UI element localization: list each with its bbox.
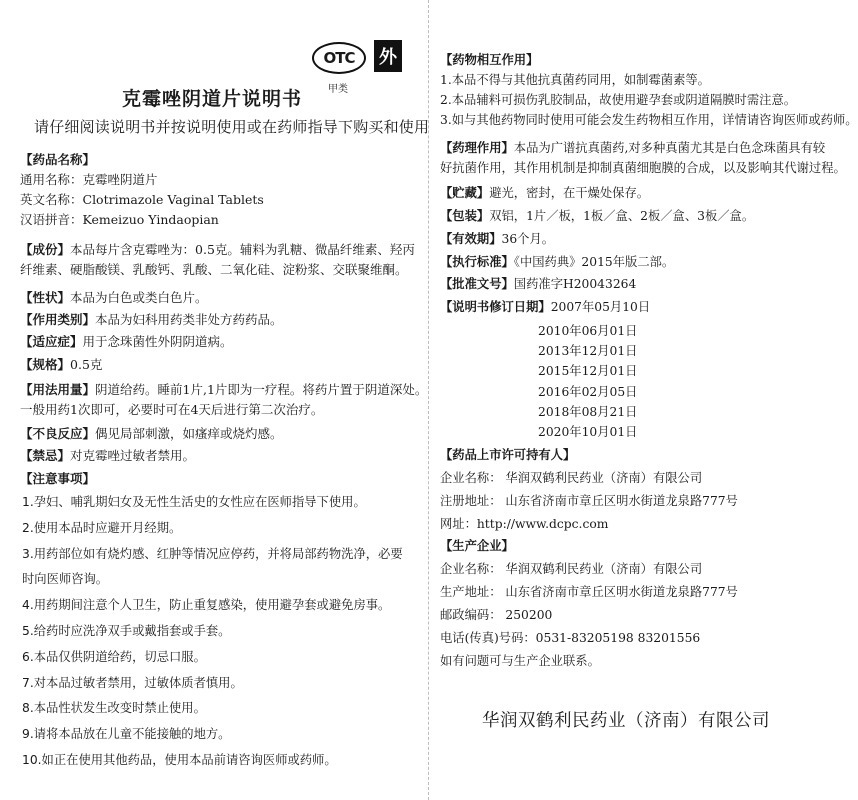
section-header: 【药理作用】: [440, 140, 514, 155]
revision-date: 2016年02月05日: [538, 384, 638, 399]
section-header: 【规格】: [20, 357, 71, 372]
list-item: 3.用药部位如有烧灼感、红肿等情况应停药，并将局部药物洗净，必要: [22, 546, 403, 561]
section-header: 【用法用量】: [20, 382, 96, 397]
list-item: 10.如正在使用其他药品，使用本品前请咨询医师或药师。: [22, 752, 337, 767]
storage-section: [440, 183, 649, 203]
manufacturer-address: 生产地址： 山东省济南市章丘区明水街道龙泉路777号: [440, 585, 738, 599]
package-section: [440, 206, 754, 226]
ingredients-section: [20, 240, 415, 280]
revision-date: 2013年12月01日: [538, 344, 638, 359]
list-item: 2.本品辅料可损伤乳胶制品，故使用避孕套或阴道隔膜时需注意。: [440, 93, 797, 107]
spec-text: 0.5克: [70, 357, 103, 372]
ingredients-text: 本品每片含克霉唑为：0.5克。辅料为乳糖、微晶纤维素、羟丙: [70, 242, 415, 257]
list-item: 时向医师咨询。: [22, 572, 109, 587]
interactions-section: [440, 50, 858, 130]
contraindication-text: 对克霉唑过敏者禁用。: [70, 448, 196, 463]
list-item: 3.如与其他药物同时使用可能会发生药物相互作用，详情请咨询医师或药师。: [440, 113, 858, 127]
usage-text-2: 一般用药1次即可，必要时可在4天后进行第二次治疗。: [20, 402, 324, 417]
section-header: 【药物相互作用】: [440, 52, 539, 67]
revision-date: 2015年12月01日: [538, 364, 638, 379]
section-header: 【批准文号】: [440, 276, 514, 291]
section-header: 【药品上市许可持有人】: [440, 447, 576, 462]
mah-company: 企业名称： 华润双鹤利民药业（济南）有限公司: [440, 471, 703, 485]
revision-date: 2010年06月01日: [538, 324, 638, 338]
package-text: 双铝，1片／板，1板／盒、2板／盒、3板／盒。: [489, 209, 755, 223]
revision-date: 2020年10月01日: [538, 425, 638, 440]
list-item: 4.用药期间注意个人卫生，防止重复感染，使用避孕套或避免房事。: [22, 598, 391, 613]
list-item: 1.孕妇、哺乳期妇女及无性生活史的女性应在医师指导下使用。: [22, 495, 366, 509]
company-signature: 华润双鹤利民药业（济南）有限公司: [482, 711, 770, 731]
section-header: 【不良反应】: [20, 426, 96, 441]
revision-section: [440, 297, 650, 317]
spec-section: [20, 355, 102, 375]
usage-text: 阴道给药。睡前1片,1片即为一疗程。将药片置于阴道深处。: [95, 382, 428, 397]
manufacturer-postcode: 邮政编码： 250200: [440, 608, 553, 622]
section-header: 【注意事项】: [20, 471, 96, 486]
category-section: [20, 310, 283, 330]
appearance-section: [20, 288, 208, 308]
adverse-section: [20, 424, 283, 444]
page-subtitle: 请仔细阅读说明书并按说明使用或在药师指导下购买和使用: [34, 118, 430, 136]
list-item: 7.对本品过敏者禁用，过敏体质者慎用。: [22, 675, 243, 690]
external-use-mark: 外: [374, 40, 402, 72]
list-item: 1.本品不得与其他抗真菌药同用，如制霉菌素等。: [440, 73, 710, 87]
ingredients-text-2: 纤维素、硬脂酸镁、乳酸钙、乳酸、二氧化硅、淀粉浆、交联聚维酮。: [20, 262, 408, 277]
list-item: 5.给药时应洗净双手或戴指套或手套。: [22, 623, 231, 638]
section-header: 【执行标准】: [440, 254, 514, 269]
revision-date: 2018年08月21日: [538, 404, 638, 419]
manufacturer-section: [440, 536, 738, 671]
revision-date: 2007年05月10日: [550, 300, 651, 314]
list-item: 9.请将本品放在儿童不能接触的地方。: [22, 727, 231, 742]
page-title: 克霉唑阴道片说明书: [122, 88, 303, 110]
appearance-text: 本品为白色或类白色片。: [70, 290, 208, 305]
english-name: 英文名称：Clotrimazole Vaginal Tablets: [20, 192, 264, 207]
section-header: 【药品名称】: [20, 152, 96, 167]
generic-name: 通用名称：克霉唑阴道片: [20, 172, 158, 187]
drug-name-section: [20, 150, 264, 230]
approval-text: 国药准字H20043264: [513, 277, 637, 291]
list-item: 6.本品仅供阴道给药，切忌口服。: [22, 649, 206, 664]
mah-section: [440, 445, 738, 534]
manufacturer-contact: 如有问题可与生产企业联系。: [440, 654, 600, 668]
standard-text: 《中国药典》2015年版二部。: [513, 255, 675, 269]
section-header: 【成份】: [20, 242, 71, 257]
section-header: 【适应症】: [20, 334, 83, 349]
list-item: 2.使用本品时应避开月经期。: [22, 520, 182, 535]
section-header: 【生产企业】: [440, 538, 514, 553]
indication-text: 用于念珠菌性外阴阴道病。: [82, 334, 233, 349]
pharmacology-text: 本品为广谱抗真菌药,对多种真菌尤其是白色念珠菌具有较: [513, 141, 826, 155]
section-header: 【包装】: [440, 208, 490, 223]
standard-section: [440, 252, 674, 272]
storage-text: 避光，密封，在干燥处保存。: [489, 186, 650, 200]
validity-text: 36个月。: [501, 232, 555, 246]
manufacturer-company: 企业名称： 华润双鹤利民药业（济南）有限公司: [440, 562, 703, 576]
section-header: 【性状】: [20, 290, 71, 305]
precautions-header: [20, 469, 95, 489]
precautions-list: [22, 490, 403, 774]
section-header: 【禁忌】: [20, 448, 71, 463]
validity-section: [440, 229, 554, 249]
revision-dates-list: [538, 321, 637, 442]
otc-logo: OTC: [312, 42, 366, 74]
section-header: 【有效期】: [440, 231, 502, 246]
section-header: 【说明书修订日期】: [440, 299, 551, 314]
otc-class-label: 甲类: [328, 84, 348, 95]
contraindication-section: [20, 446, 195, 466]
category-text: 本品为妇科用药类非处方药药品。: [95, 312, 283, 327]
list-item: 8.本品性状发生改变时禁止使用。: [22, 701, 206, 716]
section-header: 【贮藏】: [440, 185, 490, 200]
section-header: 【作用类别】: [20, 312, 96, 327]
mah-address: 注册地址： 山东省济南市章丘区明水街道龙泉路777号: [440, 494, 738, 508]
approval-section: [440, 274, 636, 294]
adverse-text: 偶见局部刺激，如瘙痒或烧灼感。: [95, 426, 283, 441]
manufacturer-phone: 电话(传真)号码：0531-83205198 83201556: [440, 631, 701, 645]
usage-section: [20, 380, 427, 420]
pharmacology-text-2: 好抗菌作用，其作用机制是抑制真菌细胞膜的合成，以及影响其代谢过程。: [440, 161, 846, 175]
mah-website: 网址：http://www.dcpc.com: [440, 517, 609, 531]
pharmacology-section: [440, 138, 846, 178]
indication-section: [20, 332, 233, 352]
pinyin-name: 汉语拼音：Kemeizuo Yindaopian: [20, 212, 219, 227]
otc-mark: [312, 40, 412, 100]
